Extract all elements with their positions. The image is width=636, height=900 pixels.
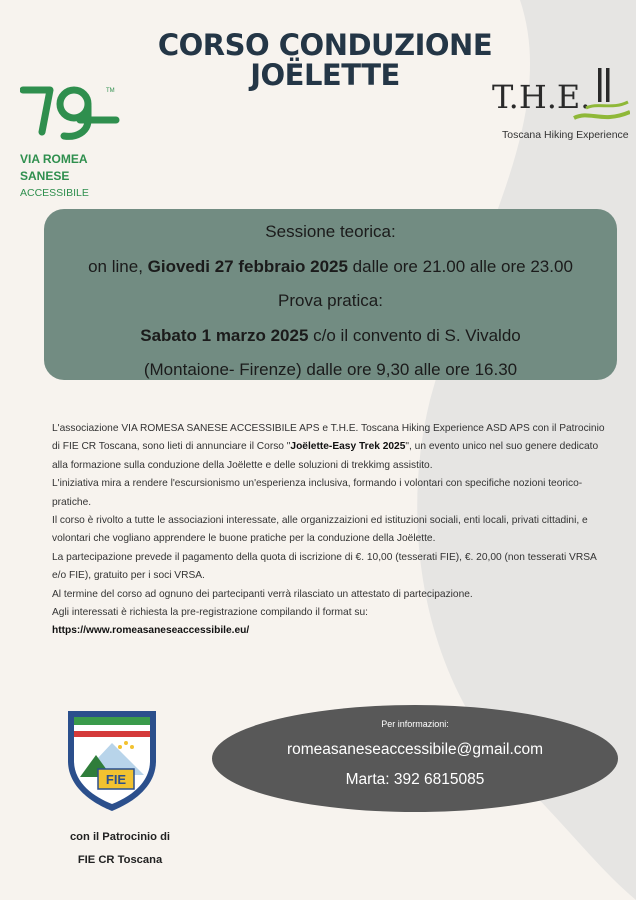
patronage-line-2: FIE CR Toscana <box>77 854 163 866</box>
course-name: Joëlette-Easy Trek 2025 <box>290 441 406 453</box>
paragraph-5: Al termine del corso ad ognuno dei partecipanti verrà rilasciato un attestato di partecipazione. <box>52 588 473 600</box>
fie-shield-logo-icon <box>62 703 162 813</box>
session-line-1: Sessione teorica: <box>265 222 396 241</box>
paragraph-4: La partecipazione prevede il pagamento della quota di iscrizione di €. 10,00 (tesserati FIE), €. 20,00 (non tesserati VRSA e/o FIE), gratuito per i soci VRSA. <box>52 551 597 582</box>
via-romea-logo <box>20 80 170 200</box>
org-name-line1: VIA ROMEA <box>20 152 88 166</box>
title-line-2: JOËLETTE <box>250 58 400 92</box>
title-line-1: CORSO CONDUZIONE <box>157 28 493 62</box>
contact-phone[interactable]: Marta: 392 6815085 <box>345 771 485 788</box>
contact-info-oval <box>212 705 618 812</box>
session-line-5: (Montaione- Firenze) dalle ore 9,30 alle ore 16.30 <box>143 360 518 379</box>
session-practice-place: c/o il convento di S. Vivaldo <box>308 325 521 345</box>
paragraph-1 <box>52 420 612 475</box>
paragraph-6: Agli interessati è richiesta la pre-registrazione compilando il format su: <box>52 607 368 619</box>
session-info-box <box>44 209 617 380</box>
paragraph-1-a: L'associazione VIA ROMESA SANESE ACCESSIBILE APS e T.H.E. Toscana Hiking Experience ASD APS con il Patrocinio di FIE CR Toscana, sono lieti di annunciare il Corso " <box>52 423 605 453</box>
description-text <box>52 420 612 641</box>
paragraph-2: L'iniziativa mira a rendere l'escursionismo un'esperienza inclusiva, formando i volontari con specifiche nozioni teorico-pratiche. <box>52 478 583 508</box>
contact-email[interactable]: romeasaneseaccessibile@gmail.com <box>286 741 544 758</box>
the-subtitle: Toscana Hiking Experience <box>502 129 629 141</box>
via-romea-79-logo-icon <box>20 80 120 144</box>
org-name-line2: SANESE <box>20 169 70 183</box>
paragraph-3: Il corso è rivolto a tutte le associazioni interessate, alle organizzaizioni ed istituzioni sociali, enti locali, privati cittadini, e volontari che vogliano apprendere le buone pratiche per la conduzione della Joëlette. <box>52 515 588 545</box>
paragraph-1-b: ", un evento unico nel suo genere dedicato alla formazione sulla conduzione della Joëlette e delle soluzioni di trekkimg assistito. <box>52 441 599 471</box>
session-theory-date: Giovedi 27 febbraio 2025 <box>147 256 348 276</box>
the-hiking-logo-icon <box>490 66 630 128</box>
session-practice-date: Sabato 1 marzo 2025 <box>140 325 309 345</box>
the-logo <box>490 66 636 141</box>
session-online-label: on line, <box>88 256 148 276</box>
patronage-text <box>40 826 200 872</box>
session-line-4 <box>44 319 617 354</box>
trademark-label: TM <box>106 88 115 94</box>
session-line-2 <box>44 250 617 285</box>
fie-badge-text: FIE <box>105 772 127 787</box>
patronage-line-1: con il Patrocinio di <box>69 831 171 843</box>
the-mark-text: T.H.E. <box>492 78 591 116</box>
org-name-line3: ACCESSIBILE <box>20 187 89 199</box>
contact-label: Per informazioni: <box>381 719 449 729</box>
fie-logo <box>62 703 162 813</box>
registration-link[interactable]: https://www.romeasaneseaccessibile.eu/ <box>52 625 250 637</box>
session-line-3: Prova pratica: <box>278 291 383 310</box>
session-theory-time: dalle ore 21.00 alle ore 23.00 <box>347 256 573 276</box>
